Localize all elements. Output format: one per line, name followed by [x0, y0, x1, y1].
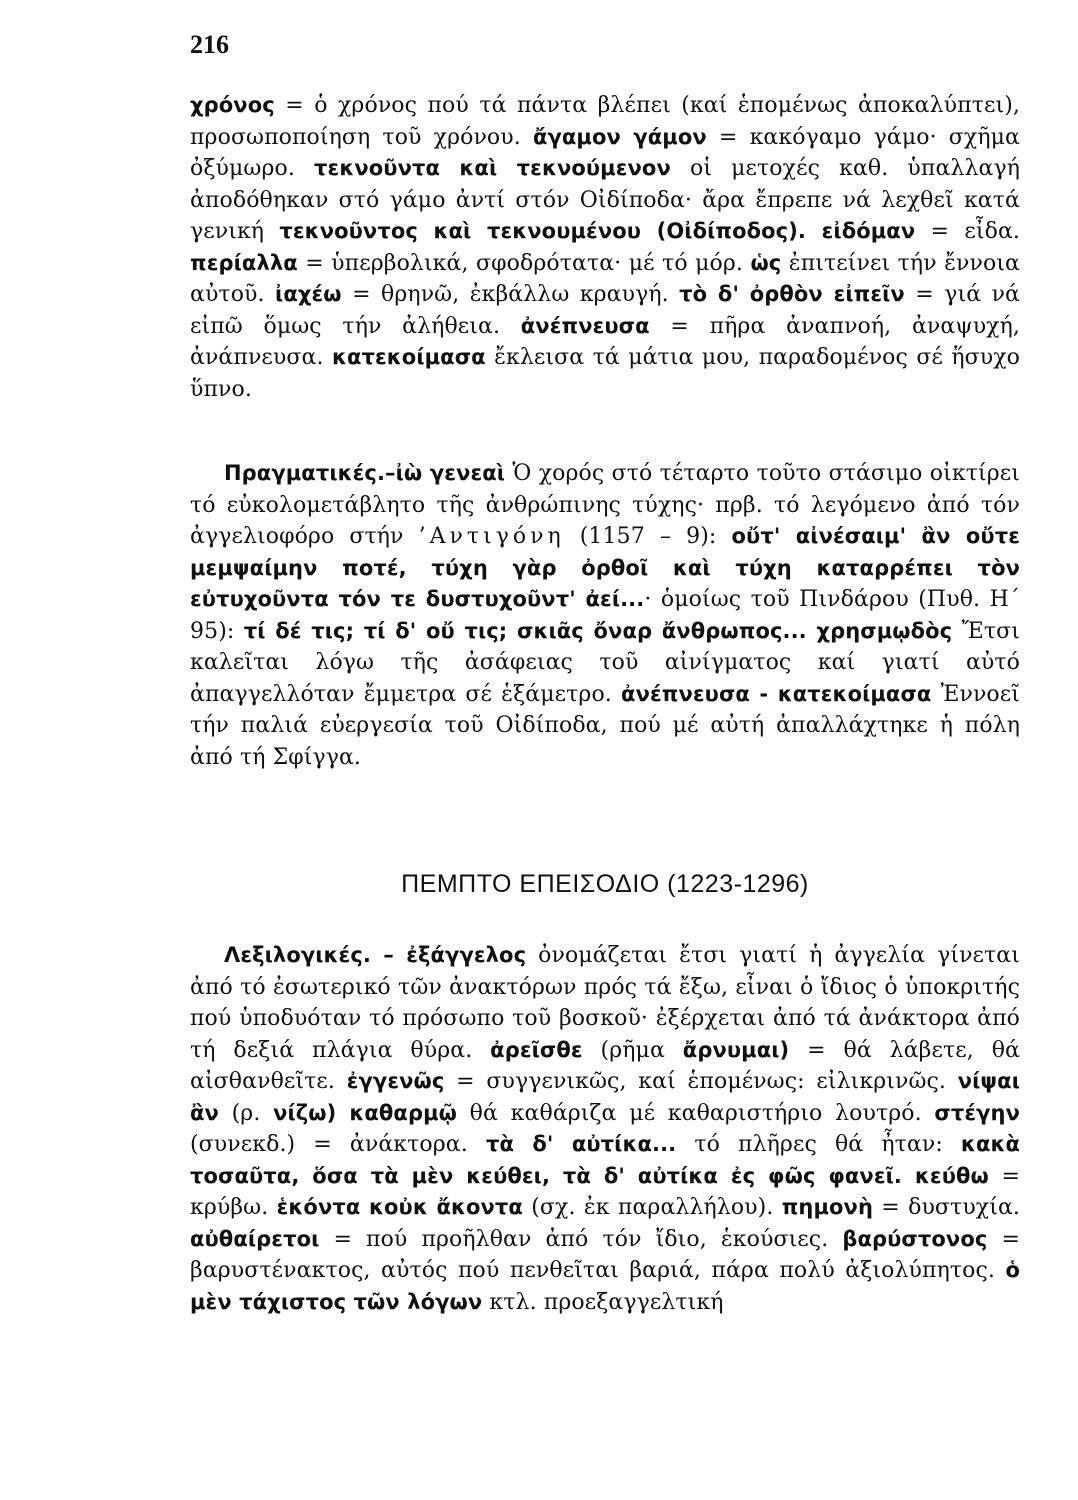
- term: ἄγαμον γάμον: [532, 124, 707, 149]
- gloss-paragraph: [190, 90, 1020, 405]
- gloss: (σχ. ἐκ παραλλήλου).: [522, 1195, 782, 1220]
- gloss: = θά λάβετε, θά αἰσθανθεῖτε.: [190, 1037, 1021, 1094]
- page-number: 216: [190, 30, 229, 59]
- gloss: (συνεκδ.) = ἀνάκτορα.: [190, 1132, 486, 1157]
- gloss: τό πλῆρες θά ἦταν:: [676, 1132, 961, 1157]
- gloss: = ὑπερβολικά, σφοδρότατα· μέ τό μόρ.: [297, 250, 751, 276]
- term: πημονὴ: [781, 1195, 873, 1219]
- term: ἐξάγγελος: [406, 943, 527, 967]
- gloss: = δυστυχία.: [873, 1195, 1021, 1220]
- gloss: = πού προῆλθαν ἀπό τόν ἴδιο, ἑκούσιες.: [319, 1226, 843, 1252]
- gloss: (ρ.: [218, 1100, 274, 1126]
- term: χρησμῳδὸς: [806, 618, 953, 643]
- gloss: ὀνομάζεται ἔτσι γιατί ἡ ἀγγελία γίνεται ἀπό τό ἐσωτερικό τῶν ἀνακτόρων πρός τά ἔξω, εἶναι ὁ ἴδιος ὁ ὑποκριτής πού ὑποδυόταν τό πρόσωπο τοῦ βοσκοῦ· ἐξέρχεται ἀπό τά ἀνάκτορα ἀπό τή δεξιά πλάγια θύρα.: [190, 943, 1020, 1063]
- pragmatikes-text: [190, 458, 1020, 773]
- term: ἀρεῖσθε: [490, 1037, 583, 1062]
- term: εἰδόμαν: [806, 219, 916, 243]
- gloss: ἐπιτείνει τήν ἔννοια αὐτοῦ.: [190, 250, 1020, 307]
- quote: οὔτ' αἰνέσαιμ' ἂν οὔτε μεμψαίμην ποτέ, τύχη γὰρ ὀρθοῖ καὶ τύχη καταρρέπει τὸν εὐτυχοῦντα τόν τε δυστυχοῦντ' ἀεί...: [190, 524, 1020, 611]
- gloss: = γιά νά εἰπῶ ὅμως τήν ἀλήθεια.: [190, 282, 1020, 339]
- lexilogikes-paragraph: [190, 940, 1020, 1318]
- gloss: = κακόγαμο γάμο· σχῆμα ὀξύμωρο.: [190, 124, 1020, 181]
- term: ἰὼ γενεαὶ: [395, 461, 506, 485]
- term: στέγην: [934, 1100, 1020, 1125]
- term: ἄρνυμαι): [682, 1037, 790, 1062]
- term: αὐθαίρετοι: [190, 1226, 320, 1251]
- section-label: Πραγματικές.–: [224, 461, 396, 485]
- gloss: = συγγενικῶς, καί ἑπομένως: εἰλικρινῶς.: [444, 1069, 958, 1094]
- quote: κακὰ τοσαῦτα, ὅσα τὰ μὲν κεύθει, τὰ δ' αὐτίκα ἐς φῶς φανεῖ.: [190, 1132, 1021, 1188]
- term: ὡς: [750, 250, 782, 275]
- work-title: ’Αντιγόνη: [418, 524, 565, 549]
- term: τεκνοῦντα καὶ τεκνούμενον: [314, 156, 671, 180]
- gloss: Ἐννοεῖ τήν παλιά εὐεργεσία τοῦ Οἰδίποδα, πού μέ αὐτή ἀπαλλάχτηκε ἡ πόλη ἀπό τή Σφίγγα.: [190, 681, 1020, 770]
- lexilogikes-text: [190, 940, 1020, 1318]
- gloss: θά καθάριζα μέ καθαριστήριο λουτρό.: [457, 1100, 935, 1126]
- section-label: Λεξιλογικές. –: [224, 943, 407, 967]
- quote: τί δέ τις; τί δ' οὔ τις; σκιᾶς ὄναρ ἄνθρωπος...: [243, 618, 807, 643]
- term: ὁ μὲν τάχιστος τῶν λόγων: [190, 1258, 1020, 1314]
- term: χρόνος: [190, 93, 275, 117]
- term: ἐγγενῶς: [346, 1069, 445, 1093]
- pragmatikes-paragraph: [190, 458, 1020, 773]
- term: ἑκόντα κοὐκ ἄκοντα: [276, 1195, 523, 1219]
- term: τεκνοῦντος καὶ τεκνουμένου (Οἰδίποδος).: [279, 219, 807, 243]
- gloss: = βαρυστένακτος, αὐτός πού πενθεῖται βαριά, πάρα πολύ ἀξιολύπητος.: [190, 1226, 1020, 1283]
- term: τὸ δ' ὀρθὸν εἰπεῖν: [679, 282, 905, 306]
- gloss: Ἔτσι καλεῖται λόγω τῆς ἀσάφειας τοῦ αἰνίγματος καί γιατί αὐτό ἀπαγγελλόταν ἔμμετρα σέ ἑξάμετρο.: [190, 618, 1021, 707]
- gloss: κτλ. προεξαγγελτική: [482, 1289, 724, 1315]
- gloss: = εἶδα.: [915, 219, 1020, 244]
- gloss: οἱ μετοχές καθ. ὑπαλλαγή ἀποδόθηκαν στό γάμο ἀντί στόν Οἰδίποδα· ἄρα ἔπρεπε νά λεχθεῖ κατά γενική: [190, 156, 1020, 244]
- term: ἰαχέω: [275, 282, 342, 306]
- section-heading: ΠΕΜΠΤΟ ΕΠΕΙΣΟΔΙΟ (1223-1296): [401, 870, 809, 898]
- term: κεύθω: [902, 1163, 989, 1188]
- term: ἀνέπνευσα - κατεκοίμασα: [621, 681, 932, 706]
- gloss: = θρηνῶ, ἐκβάλλω κραυγή.: [341, 282, 680, 307]
- gloss: ἔκλεισα τά μάτια μου, παραδομένος σέ ἥσυχο ὕπνο.: [190, 345, 1020, 402]
- term: κατεκοίμασα: [331, 345, 486, 369]
- term: περίαλλα: [190, 250, 298, 275]
- term: καθαρμῷ: [336, 1100, 457, 1125]
- gloss: Ὁ χορός στό τέταρτο τοῦτο στάσιμο οἰκτίρει τό εὐκολομετάβλητο τῆς ἀνθρώπινης τύχης· πρβ. τό λεγόμενο ἀπό τόν ἀγγελιοφόρο στήν: [190, 461, 1020, 549]
- gloss: (1157 – 9):: [564, 524, 732, 549]
- term: νίζω): [273, 1100, 337, 1125]
- gloss: = κρύβω.: [190, 1163, 1020, 1220]
- term: τὰ δ' αὐτίκα...: [485, 1132, 677, 1156]
- gloss-text: [190, 90, 1020, 405]
- gloss: = πῆρα ἀναπνοή, ἀναψυχή, ἀνάπνευσα.: [190, 313, 1020, 370]
- term: βαρύστονος: [842, 1226, 988, 1251]
- gloss: · ὁμοίως τοῦ Πινδάρου (Πυθ. Η΄ 95):: [190, 587, 1020, 644]
- term: νίψαι ἂν: [190, 1069, 1020, 1125]
- gloss: (ρῆμα: [582, 1037, 683, 1063]
- gloss: = ὁ χρόνος πού τά πάντα βλέπει (καί ἑπομένως ἀποκαλύπτει), προσωποποίηση τοῦ χρόνου.: [190, 93, 1020, 150]
- term: ἀνέπνευσα: [520, 313, 650, 338]
